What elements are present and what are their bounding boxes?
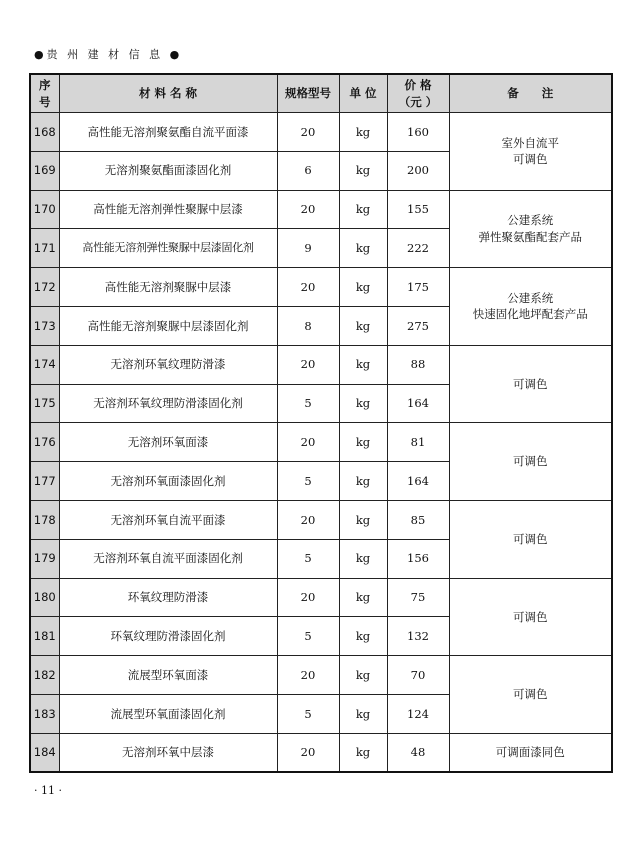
price-cell: 160 xyxy=(387,113,449,152)
spec-cell: 20 xyxy=(277,578,339,617)
spec-cell: 20 xyxy=(277,423,339,462)
column-header-unit: 单 位 xyxy=(339,74,387,113)
row-id: 179 xyxy=(30,539,59,578)
spec-cell: 20 xyxy=(277,190,339,229)
row-id: 169 xyxy=(30,151,59,190)
price-table xyxy=(29,73,613,773)
price-cell: 155 xyxy=(387,190,449,229)
row-id: 182 xyxy=(30,656,59,695)
spec-cell: 20 xyxy=(277,500,339,539)
row-id: 183 xyxy=(30,694,59,733)
price-cell: 164 xyxy=(387,462,449,501)
material-name: 无溶剂环氧面漆 xyxy=(59,423,277,462)
price-cell: 48 xyxy=(387,733,449,772)
price-cell: 75 xyxy=(387,578,449,617)
page-number: · 11 · xyxy=(34,784,62,797)
price-cell: 275 xyxy=(387,306,449,345)
unit-cell: kg xyxy=(339,462,387,501)
table-header-row xyxy=(30,74,612,113)
price-cell: 132 xyxy=(387,617,449,656)
spec-cell: 5 xyxy=(277,617,339,656)
material-name: 高性能无溶剂弹性聚脲中层漆 xyxy=(59,190,277,229)
unit-cell: kg xyxy=(339,306,387,345)
material-name: 流展型环氧面漆固化剂 xyxy=(59,694,277,733)
material-name: 无溶剂环氧中层漆 xyxy=(59,733,277,772)
unit-cell: kg xyxy=(339,733,387,772)
price-cell: 81 xyxy=(387,423,449,462)
table-row xyxy=(30,656,612,695)
spec-cell: 20 xyxy=(277,345,339,384)
material-name: 无溶剂环氧纹理防滑漆固化剂 xyxy=(59,384,277,423)
unit-cell: kg xyxy=(339,617,387,656)
row-id: 184 xyxy=(30,733,59,772)
row-id: 175 xyxy=(30,384,59,423)
table-row xyxy=(30,345,612,384)
table-row xyxy=(30,578,612,617)
remark-cell: 可调色 xyxy=(449,500,612,578)
price-cell: 85 xyxy=(387,500,449,539)
table-row xyxy=(30,500,612,539)
row-id: 178 xyxy=(30,500,59,539)
unit-cell: kg xyxy=(339,423,387,462)
row-id: 171 xyxy=(30,229,59,268)
unit-cell: kg xyxy=(339,151,387,190)
column-header-spec: 规格型号 xyxy=(277,74,339,113)
material-name: 高性能无溶剂聚氨酯自流平面漆 xyxy=(59,113,277,152)
spec-cell: 6 xyxy=(277,151,339,190)
material-name: 流展型环氧面漆 xyxy=(59,656,277,695)
unit-cell: kg xyxy=(339,229,387,268)
spec-cell: 20 xyxy=(277,113,339,152)
material-name: 高性能无溶剂弹性聚脲中层漆固化剂 xyxy=(59,229,277,268)
spec-cell: 8 xyxy=(277,306,339,345)
unit-cell: kg xyxy=(339,578,387,617)
price-cell: 222 xyxy=(387,229,449,268)
column-header-id: 序 号 xyxy=(30,74,59,113)
spec-cell: 20 xyxy=(277,268,339,307)
row-id: 173 xyxy=(30,306,59,345)
remark-cell: 室外自流平 可调色 xyxy=(449,113,612,191)
material-name: 高性能无溶剂聚脲中层漆固化剂 xyxy=(59,306,277,345)
price-cell: 175 xyxy=(387,268,449,307)
column-header-name: 材 料 名 称 xyxy=(59,74,277,113)
material-name: 无溶剂环氧纹理防滑漆 xyxy=(59,345,277,384)
spec-cell: 5 xyxy=(277,539,339,578)
spec-cell: 20 xyxy=(277,733,339,772)
table-row xyxy=(30,190,612,229)
spec-cell: 5 xyxy=(277,462,339,501)
remark-cell: 可调色 xyxy=(449,578,612,656)
unit-cell: kg xyxy=(339,384,387,423)
spec-cell: 20 xyxy=(277,656,339,695)
row-id: 170 xyxy=(30,190,59,229)
material-name: 无溶剂环氧自流平面漆固化剂 xyxy=(59,539,277,578)
price-cell: 88 xyxy=(387,345,449,384)
table-row xyxy=(30,268,612,307)
column-header-remark: 备 注 xyxy=(449,74,612,113)
spec-cell: 5 xyxy=(277,384,339,423)
remark-cell: 公建系统 快速固化地坪配套产品 xyxy=(449,268,612,346)
unit-cell: kg xyxy=(339,268,387,307)
row-id: 168 xyxy=(30,113,59,152)
table-row xyxy=(30,423,612,462)
unit-cell: kg xyxy=(339,694,387,733)
unit-cell: kg xyxy=(339,656,387,695)
row-id: 181 xyxy=(30,617,59,656)
remark-cell: 可调色 xyxy=(449,423,612,501)
material-name: 环氧纹理防滑漆 xyxy=(59,578,277,617)
unit-cell: kg xyxy=(339,190,387,229)
row-id: 174 xyxy=(30,345,59,384)
price-cell: 164 xyxy=(387,384,449,423)
material-name: 无溶剂聚氨酯面漆固化剂 xyxy=(59,151,277,190)
column-header-price: 价 格 （元 ） xyxy=(387,74,449,113)
spec-cell: 9 xyxy=(277,229,339,268)
table-row xyxy=(30,113,612,152)
remark-cell: 可调面漆同色 xyxy=(449,733,612,772)
spec-cell: 5 xyxy=(277,694,339,733)
unit-cell: kg xyxy=(339,500,387,539)
unit-cell: kg xyxy=(339,539,387,578)
price-cell: 200 xyxy=(387,151,449,190)
remark-cell: 可调色 xyxy=(449,345,612,423)
unit-cell: kg xyxy=(339,345,387,384)
material-name: 无溶剂环氧面漆固化剂 xyxy=(59,462,277,501)
price-cell: 124 xyxy=(387,694,449,733)
row-id: 177 xyxy=(30,462,59,501)
material-name: 环氧纹理防滑漆固化剂 xyxy=(59,617,277,656)
row-id: 176 xyxy=(30,423,59,462)
price-cell: 70 xyxy=(387,656,449,695)
table-row xyxy=(30,733,612,772)
remark-cell: 公建系统 弹性聚氨酯配套产品 xyxy=(449,190,612,268)
price-cell: 156 xyxy=(387,539,449,578)
remark-cell: 可调色 xyxy=(449,656,612,734)
row-id: 180 xyxy=(30,578,59,617)
unit-cell: kg xyxy=(339,113,387,152)
page-header: ●贵 州 建 材 信 息 ● xyxy=(34,48,183,61)
material-name: 无溶剂环氧自流平面漆 xyxy=(59,500,277,539)
material-name: 高性能无溶剂聚脲中层漆 xyxy=(59,268,277,307)
row-id: 172 xyxy=(30,268,59,307)
